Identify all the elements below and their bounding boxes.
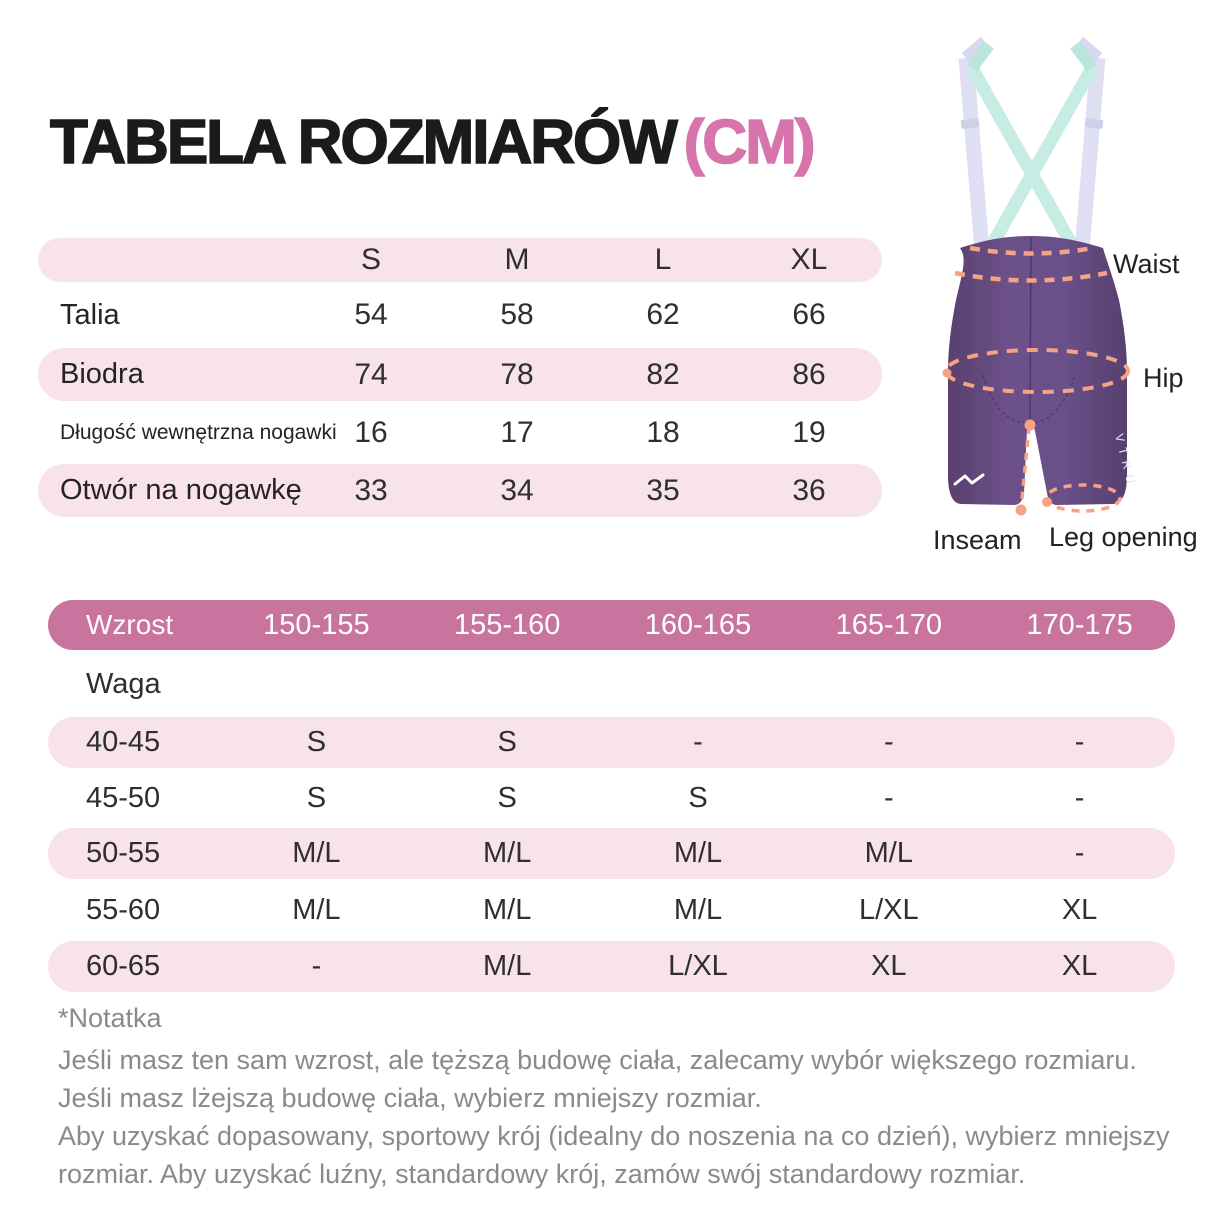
table-row-60-65 [48,941,1175,992]
cell: S [497,781,517,814]
note-paragraph-1: Jeśli masz ten sam wzrost, ale tęższą budowę ciała, zalecamy wybór większego rozmiaru. Jeśli masz lżejszą budowę ciała, wybierz mniejszy rozmiar. [58,1045,1137,1113]
hip-label: Hip [1143,363,1184,393]
bib-straps [961,42,1104,250]
cell: 62 [646,298,680,331]
table-row-55-60 [48,884,1175,936]
cell: 58 [500,298,534,331]
row-label: Biodra [60,358,144,390]
cell: M/L [483,950,532,982]
row-label: 55-60 [86,893,161,926]
cell: - [1074,726,1085,758]
cell: - [883,781,894,814]
cell: 66 [792,298,826,331]
weight-label-row [48,658,1175,710]
cell: 86 [792,357,826,391]
cell: M/L [483,893,532,926]
cell: 74 [354,357,388,391]
fit-table-header [48,600,1175,650]
row-label: Długość wewnętrzna nogawki [60,420,337,444]
cell: M/L [673,837,723,869]
cell: S [306,726,327,758]
waist-label: Waist [1113,249,1180,279]
page-title [50,110,814,175]
size-column-l: L [654,243,672,276]
cell: 35 [646,473,680,507]
product-diagram [925,35,1214,565]
cell: S [306,781,327,814]
cell: XL [871,950,907,982]
notes-section [58,1003,1198,1193]
cell: 36 [792,473,826,507]
row-label: Talia [60,298,120,331]
brand-text: VTRU [1112,432,1140,491]
cell: 54 [354,298,388,331]
row-label: 45-50 [86,781,161,814]
row-label: Otwór na nogawkę [60,474,302,506]
table-row-leg-opening [38,464,882,517]
note-paragraph-2: Aby uzyskać dopasowany, sportowy krój (idealny do noszenia na co dzień), wybierz mniejszy rozmiar. Aby uzyskać luźny, standardowy krój, zamów swój standardowy rozmiar. [58,1121,1170,1189]
cell: S [497,726,517,758]
cell: - [311,950,322,982]
cell: M/L [292,893,341,926]
row-label: 60-65 [86,950,161,982]
cell: M/L [483,837,532,869]
measurement-table [38,238,882,520]
cell: 34 [500,473,534,507]
height-column: 160-165 [644,608,752,641]
bib-shorts-illustration [925,35,1140,530]
leg-opening-label: Leg opening [1049,522,1198,552]
row-label: 50-55 [86,837,161,869]
page-title-text: TABELA ROZMIARÓW [50,108,676,177]
cell: L/XL [858,893,919,926]
cell: - [693,726,703,758]
table-row-45-50 [48,772,1175,824]
cell: XL [1061,950,1098,982]
table-row-biodra [38,348,882,401]
cell: 33 [354,473,388,507]
cell: - [883,726,894,758]
cell: - [1074,837,1085,869]
height-column: 150-155 [263,608,370,641]
cell: 78 [500,357,534,391]
size-column-s: S [360,243,381,276]
cell: 19 [792,415,826,449]
cell: S [688,781,708,814]
row-label: 40-45 [86,726,161,758]
page-title-unit: (CM) [683,108,814,177]
inseam-label: Inseam [933,525,1022,555]
cell: 16 [354,415,388,449]
size-column-m: M [504,243,530,276]
size-column-xl: XL [790,243,828,276]
cell: 18 [646,415,680,449]
height-column: 165-170 [835,608,942,641]
cell: L/XL [668,950,728,982]
table-row-40-45 [48,717,1175,768]
cell: 82 [646,357,680,391]
cell: 17 [500,415,534,449]
table-row-50-55 [48,828,1175,879]
notes-heading: *Notatka [58,1003,162,1033]
table-row-inseam-length [38,406,882,459]
height-label: Wzrost [86,609,174,640]
height-column: 155-160 [453,608,561,641]
measurement-table-header [38,238,882,282]
weight-label: Waga [86,667,161,700]
table-row-talia [38,288,882,342]
height-column: 170-175 [1026,608,1133,641]
cell: M/L [292,837,341,869]
cell: M/L [673,893,723,926]
cell: - [1074,781,1085,814]
cell: M/L [864,837,913,869]
cell: XL [1061,893,1098,926]
height-weight-table [48,600,1175,995]
